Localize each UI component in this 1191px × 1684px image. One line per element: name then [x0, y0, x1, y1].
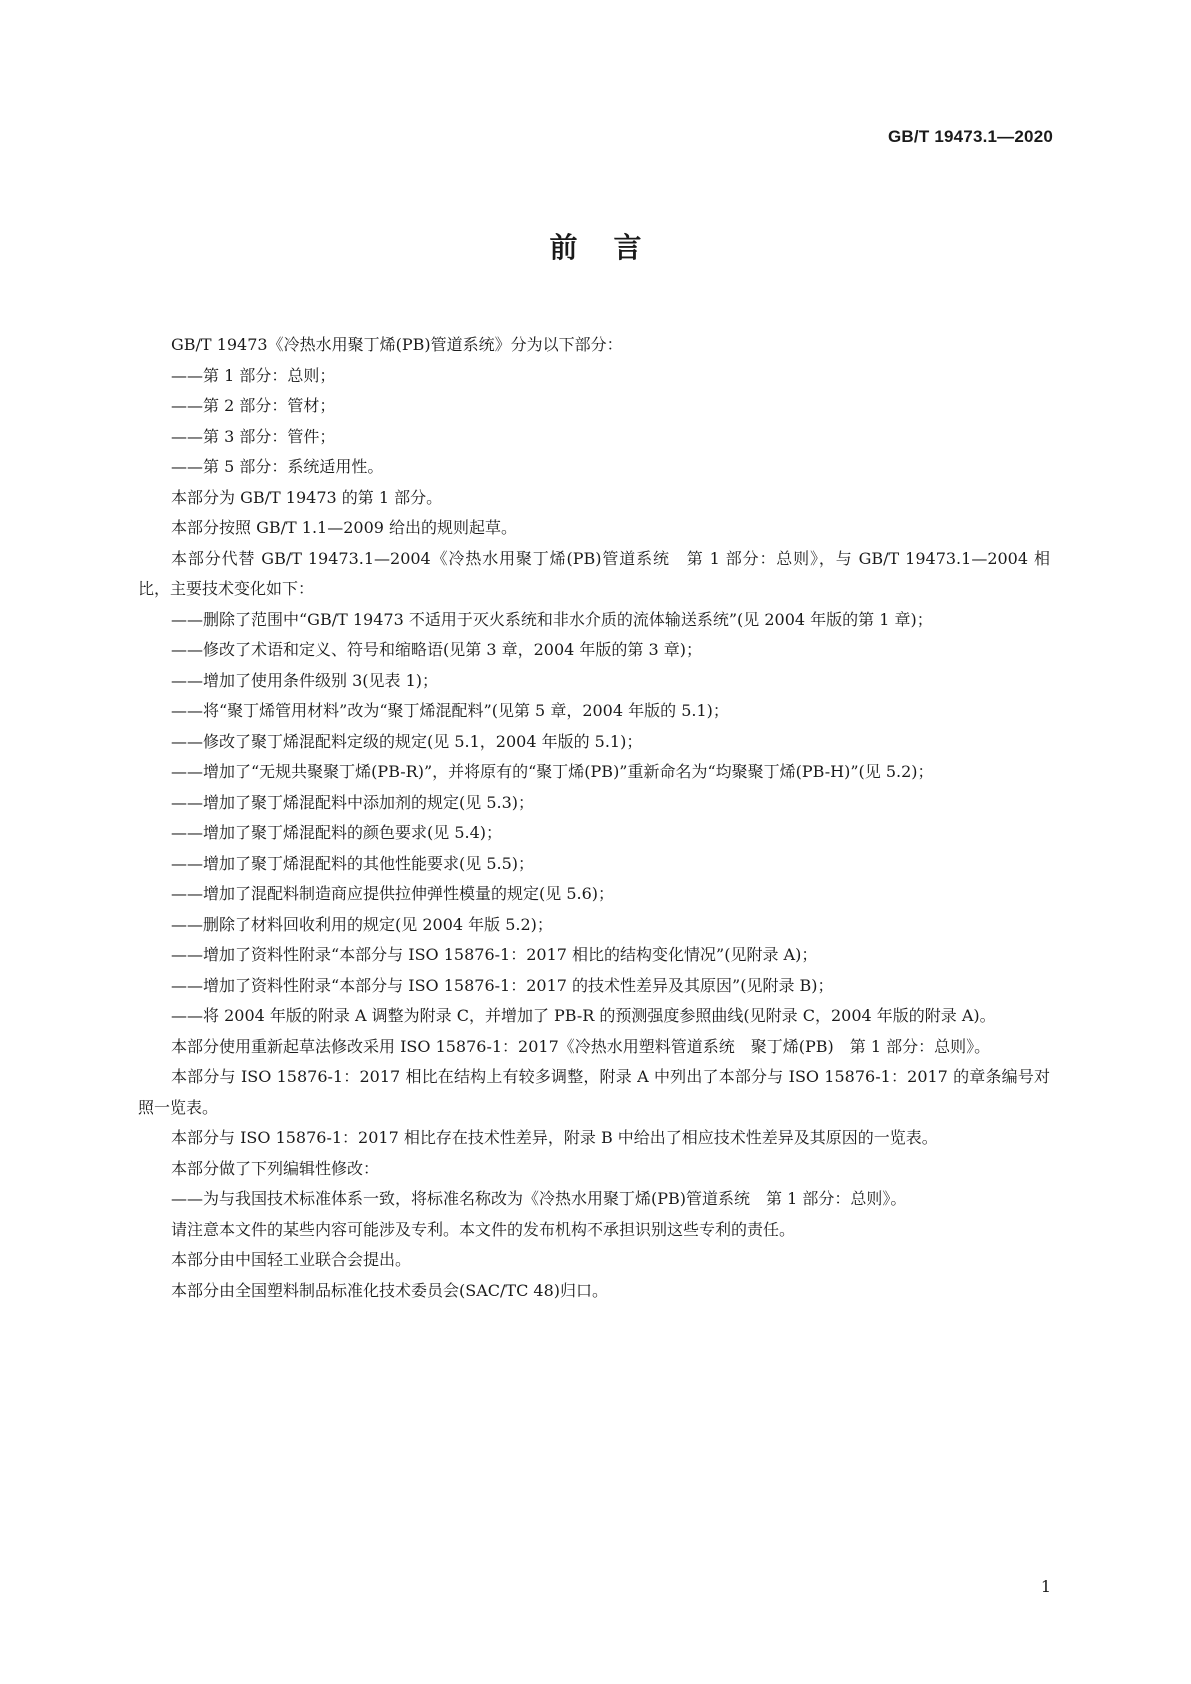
list-item-change: ——增加了“无规共聚聚丁烯(PB-R)”，并将原有的“聚丁烯(PB)”重新命名为“均聚聚丁烯(PB-H)”(见 5.2)；	[171, 762, 934, 781]
list-item-change: ——增加了混配料制造商应提供拉伸弹性模量的规定(见 5.6)；	[171, 884, 615, 903]
list-item-editorial: ——为与我国技术标准体系一致，将标准名称改为《冷热水用聚丁烯(PB)管道系统 第 1 部分：总则》。	[171, 1189, 907, 1208]
list-item-change: ——增加了聚丁烯混配料中添加剂的规定(见 5.3)；	[171, 792, 535, 812]
list-item-part-5: ——第 5 部分：系统适用性。	[171, 457, 384, 476]
paragraph-technical-differences: 本部分与 ISO 15876-1：2017 相比存在技术性差异，附录 B 中给出了相应技术性差异及其原因的一览表。	[171, 1128, 938, 1147]
document-body	[138, 330, 1050, 1306]
list-item-part-2: ——第 2 部分：管材；	[171, 396, 336, 415]
page-title: 前言	[549, 231, 678, 264]
list-item-change: ——将 2004 年版的附录 A 调整为附录 C，并增加了 PB-R 的预测强度参照曲线(见附录 C，2004 年版的附录 A)。	[171, 1006, 996, 1025]
paragraph-committee: 本部分由全国塑料制品标准化技术委员会(SAC/TC 48)归口。	[171, 1280, 608, 1300]
paragraph-part-statement: 本部分为 GB/T 19473 的第 1 部分。	[171, 487, 443, 507]
list-item-change: ——删除了材料回收利用的规定(见 2004 年版 5.2)；	[171, 914, 553, 934]
paragraph-drafting-rules: 本部分按照 GB/T 1.1—2009 给出的规则起草。	[171, 518, 518, 537]
list-item-change: ——增加了聚丁烯混配料的其他性能要求(见 5.5)；	[171, 853, 535, 873]
list-item-change: ——修改了聚丁烯混配料定级的规定(见 5.1，2004 年版的 5.1)；	[171, 731, 643, 751]
list-item-change: ——增加了资料性附录“本部分与 ISO 15876-1：2017 相比的结构变化情况”(见附录 A)；	[171, 945, 818, 964]
list-item-change: ——删除了范围中“GB/T 19473 不适用于灭火系统和非水介质的流体输送系统”(见 2004 年版的第 1 章)；	[171, 609, 933, 629]
paragraph-adoption: 本部分使用重新起草法修改采用 ISO 15876-1：2017《冷热水用塑料管道系统 聚丁烯(PB) 第 1 部分：总则》。	[171, 1036, 991, 1056]
list-item-change: ——将“聚丁烯管用材料”改为“聚丁烯混配料”(见第 5 章，2004 年版的 5.1)；	[171, 701, 729, 720]
list-item-change: ——增加了使用条件级别 3(见表 1)；	[171, 670, 439, 690]
paragraph-replacement: 本部分代替 GB/T 19473.1—2004《冷热水用聚丁烯(PB)管道系统 第 1 部分：总则》，与 GB/T 19473.1—2004 相比，主要技术变化如下：	[138, 548, 1050, 598]
standard-number: GB/T 19473.1—2020	[888, 127, 1053, 146]
paragraph-editorial-intro: 本部分做了下列编辑性修改：	[171, 1158, 380, 1178]
paragraph-structure: 本部分与 ISO 15876-1：2017 相比在结构上有较多调整，附录 A 中列出了本部分与 ISO 15876-1：2017 的章条编号对照一览表。	[138, 1067, 1050, 1117]
paragraph-parts-intro: GB/T 19473《冷热水用聚丁烯(PB)管道系统》分为以下部分：	[171, 335, 623, 354]
list-item-part-3: ——第 3 部分：管件；	[171, 426, 336, 446]
page-number: 1	[1040, 1577, 1051, 1596]
paragraph-patent-notice: 请注意本文件的某些内容可能涉及专利。本文件的发布机构不承担识别这些专利的责任。	[171, 1219, 796, 1239]
list-item-change: ——增加了聚丁烯混配料的颜色要求(见 5.4)；	[171, 823, 503, 842]
paragraph-proposer: 本部分由中国轻工业联合会提出。	[171, 1250, 412, 1269]
list-item-change: ——修改了术语和定义、符号和缩略语(见第 3 章，2004 年版的第 3 章)；	[171, 640, 702, 659]
list-item-change: ——增加了资料性附录“本部分与 ISO 15876-1：2017 的技术性差异及其原因”(见附录 B)；	[171, 975, 834, 995]
list-item-part-1: ——第 1 部分：总则；	[171, 365, 336, 385]
